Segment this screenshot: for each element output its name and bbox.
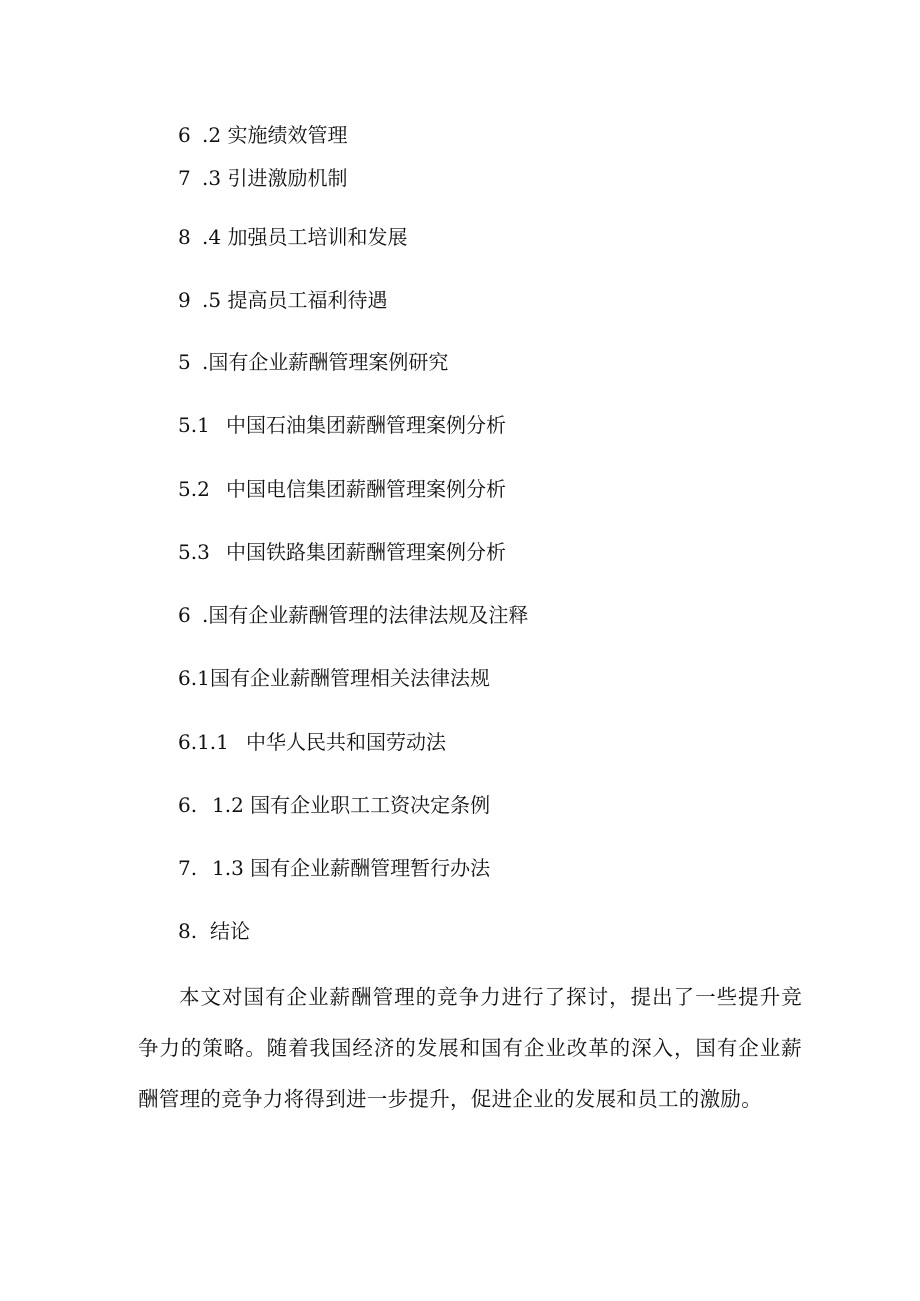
toc-entry-number: 6 <box>178 603 191 627</box>
toc-entry-text: .5 提高员工福利待遇 <box>202 288 388 312</box>
toc-entry-number: 5.2 <box>178 477 210 501</box>
toc-entry-text: 中国铁路集团薪酬管理案例分析 <box>226 540 506 564</box>
toc-entry-text: .4 加强员工培训和发展 <box>202 225 408 249</box>
toc-entry <box>178 918 250 944</box>
toc-entry-text: 中国电信集团薪酬管理案例分析 <box>226 477 506 501</box>
toc-entry <box>178 729 446 755</box>
toc-entry-number: 7 <box>178 166 191 190</box>
toc-entry-number: 5.3 <box>178 540 210 564</box>
toc-entry-number: 8. <box>178 919 198 943</box>
toc-entry-text: 1.2 国有企业职工工资决定条例 <box>212 793 491 817</box>
toc-entry <box>178 349 448 375</box>
toc-entry <box>178 855 490 881</box>
toc-entry-text: 国有企业薪酬管理相关法律法规 <box>210 666 490 690</box>
toc-entry-text: 中国石油集团薪酬管理案例分析 <box>226 413 506 437</box>
toc-entry-number: 5.1 <box>178 413 210 437</box>
toc-entry-text: .国有企业薪酬管理案例研究 <box>202 350 449 374</box>
toc-entry-number: 6 <box>178 123 191 147</box>
toc-entry-text: 1.3 国有企业薪酬管理暂行办法 <box>212 856 491 880</box>
conclusion-paragraph: 本文对国有企业薪酬管理的竞争力进行了探讨，提出了一些提升竞争力的策略。随着我国经济的发展和国有企业改革的深入，国有企业薪酬管理的竞争力将得到进一步提升，促进企业的发展和员工的激励。 <box>138 985 802 1111</box>
toc-entry <box>178 792 490 818</box>
toc-entry <box>178 539 506 565</box>
toc-entry-text: .2 实施绩效管理 <box>202 123 348 147</box>
toc-entry-number: 7. <box>178 856 198 880</box>
toc-entry-number: 6.1.1 <box>178 730 229 754</box>
toc-entry-number: 9 <box>178 288 191 312</box>
toc-entry-number: 5 <box>178 350 191 374</box>
toc-entry <box>178 665 490 691</box>
toc-entry <box>178 122 347 148</box>
toc-entry-text: 中华人民共和国劳动法 <box>246 730 446 754</box>
toc-entry <box>178 165 347 191</box>
toc-entry-text: .国有企业薪酬管理的法律法规及注释 <box>202 603 529 627</box>
toc-entry-number: 8 <box>178 225 191 249</box>
toc-entry <box>178 287 387 313</box>
toc-entry <box>178 602 528 628</box>
toc-entry-text: 结论 <box>210 919 250 943</box>
toc-entry <box>178 412 506 438</box>
toc-entry-number: 6.1 <box>178 666 210 690</box>
toc-entry-text: .3 引进激励机制 <box>202 166 348 190</box>
toc-entry-number: 6. <box>178 793 198 817</box>
toc-entry <box>178 224 407 250</box>
toc-entry <box>178 476 506 502</box>
